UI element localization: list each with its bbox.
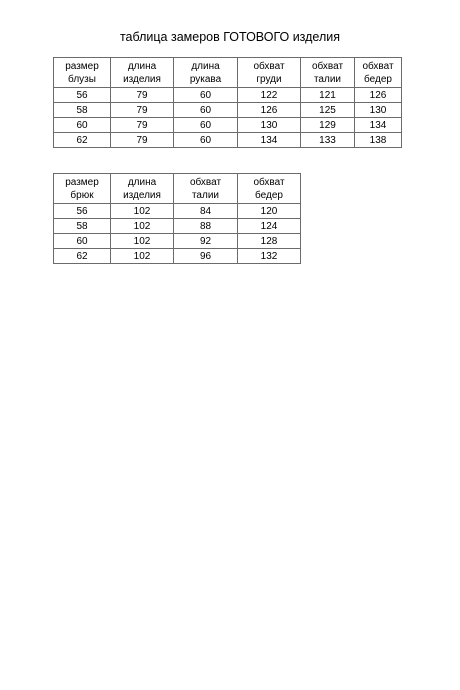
- table-cell: 121: [301, 88, 355, 103]
- table-row: [54, 133, 402, 148]
- header-cell: [355, 58, 402, 88]
- table-cell: 60: [174, 103, 238, 118]
- table-cell: 56: [54, 204, 111, 219]
- header-cell: [54, 58, 111, 88]
- header-line: блузы: [68, 73, 96, 85]
- table-row: [54, 204, 301, 219]
- table-cell: 60: [54, 118, 111, 133]
- page-title: таблица замеров ГОТОВОГО изделия: [119, 30, 341, 44]
- table-cell: 58: [54, 219, 111, 234]
- table-cell: 130: [238, 118, 301, 133]
- header-line: размер: [65, 60, 99, 72]
- table-cell: 79: [111, 118, 174, 133]
- table-cell: 133: [301, 133, 355, 148]
- table-cell: 88: [174, 219, 238, 234]
- header-line: обхват: [189, 176, 222, 188]
- header-line: рукава: [189, 73, 222, 85]
- table-cell: 92: [174, 234, 238, 249]
- table-cell: 128: [238, 234, 301, 249]
- header-line: обхват: [253, 60, 285, 72]
- header-line: длина: [127, 60, 157, 72]
- table-cell: 124: [238, 219, 301, 234]
- header-cell: [174, 58, 238, 88]
- table-cell: 84: [174, 204, 238, 219]
- table-cell: 126: [238, 103, 301, 118]
- table-cell: 120: [238, 204, 301, 219]
- table-cell: 138: [355, 133, 402, 148]
- table-cell: 102: [111, 219, 174, 234]
- table-cell: 56: [54, 88, 111, 103]
- table-row: [54, 249, 301, 264]
- table-row: [54, 103, 402, 118]
- table-header-row: [54, 58, 402, 88]
- table-cell: 60: [174, 133, 238, 148]
- table-row: [54, 88, 402, 103]
- table-cell: 102: [111, 204, 174, 219]
- table-cell: 62: [54, 133, 111, 148]
- header-line: талии: [191, 189, 220, 201]
- table-cell: 62: [54, 249, 111, 264]
- table-cell: 102: [111, 234, 174, 249]
- trousers-measurements-table: [53, 173, 301, 264]
- table-cell: 79: [111, 103, 174, 118]
- header-cell: [238, 174, 301, 204]
- header-cell: [174, 174, 238, 204]
- header-line: бедер: [255, 189, 283, 201]
- header-line: обхват: [253, 176, 285, 188]
- header-line: бедер: [364, 73, 392, 85]
- header-line: груди: [256, 73, 282, 85]
- header-cell: [238, 58, 301, 88]
- header-cell: [54, 174, 111, 204]
- table-cell: 122: [238, 88, 301, 103]
- table-cell: 60: [174, 88, 238, 103]
- table-cell: 134: [355, 118, 402, 133]
- header-line: изделия: [123, 189, 161, 201]
- table-cell: 134: [238, 133, 301, 148]
- header-line: обхват: [311, 60, 344, 72]
- table-header-row: [54, 174, 301, 204]
- table-row: [54, 234, 301, 249]
- table-cell: 60: [54, 234, 111, 249]
- header-cell: [111, 58, 174, 88]
- table-cell: 125: [301, 103, 355, 118]
- header-line: обхват: [362, 60, 394, 72]
- header-line: размер: [65, 176, 99, 188]
- table-cell: 126: [355, 88, 402, 103]
- table-cell: 130: [355, 103, 402, 118]
- table-cell: 96: [174, 249, 238, 264]
- header-line: длина: [127, 176, 157, 188]
- table-cell: 102: [111, 249, 174, 264]
- table-cell: 79: [111, 133, 174, 148]
- header-cell: [301, 58, 355, 88]
- table-cell: 132: [238, 249, 301, 264]
- table-row: [54, 219, 301, 234]
- header-line: брюк: [70, 189, 94, 201]
- header-line: длина: [191, 60, 220, 72]
- table-cell: 129: [301, 118, 355, 133]
- header-line: талии: [313, 73, 342, 85]
- blouse-measurements-table: [53, 57, 402, 148]
- table-row: [54, 118, 402, 133]
- table-cell: 79: [111, 88, 174, 103]
- table-cell: 58: [54, 103, 111, 118]
- header-cell: [111, 174, 174, 204]
- header-line: изделия: [123, 73, 161, 85]
- table-cell: 60: [174, 118, 238, 133]
